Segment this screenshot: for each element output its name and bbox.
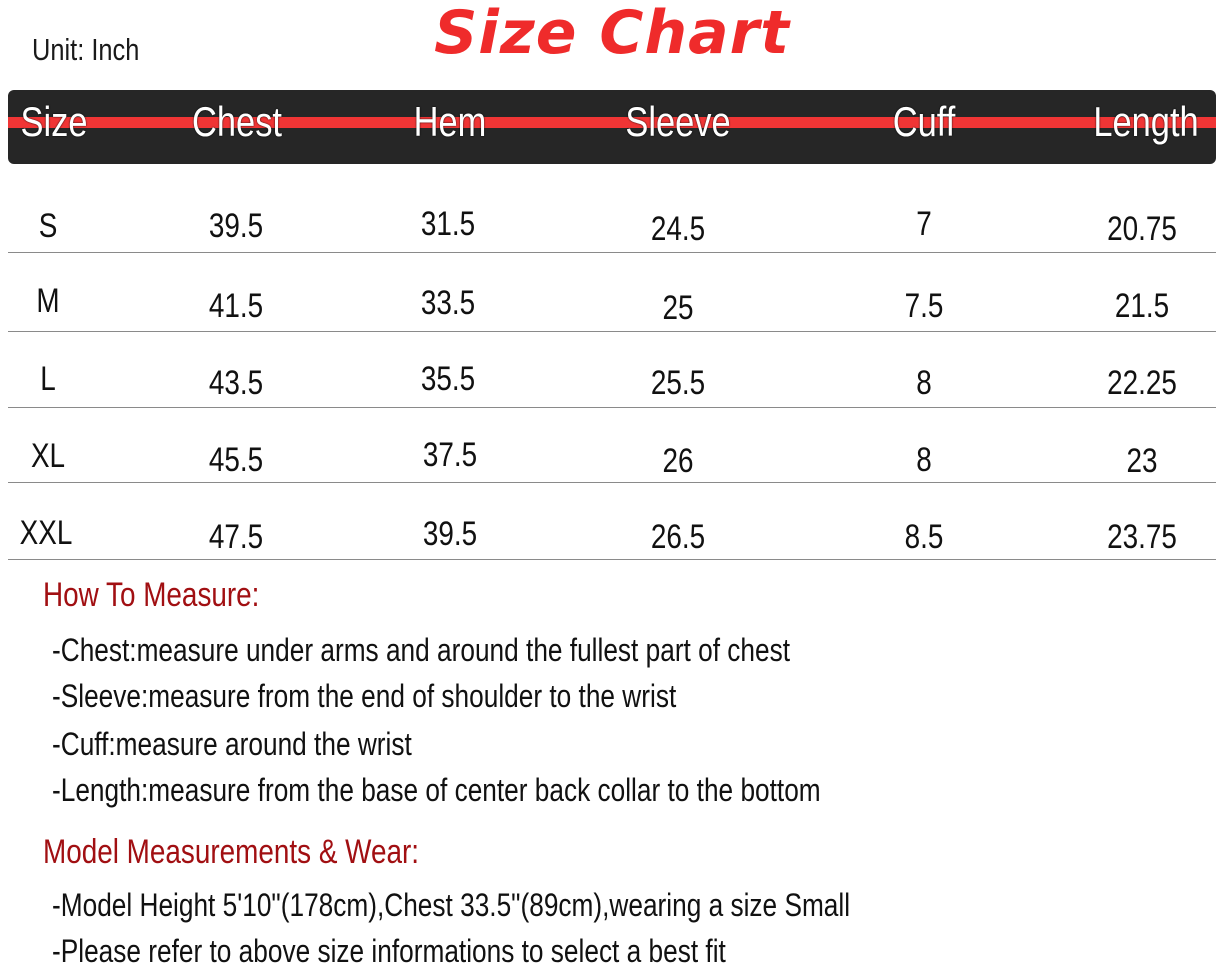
unit-label: Unit: Inch: [32, 32, 140, 67]
measure-item-chest: -Chest:measure under arms and around the fullest part of chest: [52, 632, 791, 668]
table-cell: 26.5: [650, 518, 706, 556]
table-cell: S: [38, 207, 58, 245]
table-cell: 39.5: [208, 207, 264, 245]
table-cell: M: [36, 282, 60, 320]
table-cell: 37.5: [422, 436, 478, 474]
table-cell: 35.5: [420, 360, 476, 398]
row-divider: [8, 559, 1216, 560]
header-chest: Chest: [192, 98, 282, 145]
table-cell: 23: [1126, 442, 1158, 480]
table-cell: 8: [916, 441, 932, 479]
table-cell: 41.5: [208, 287, 264, 325]
how-to-measure-heading: How To Measure:: [43, 576, 260, 614]
measure-item-length: -Length:measure from the base of center back collar to the bottom: [52, 772, 821, 808]
table-cell: 24.5: [650, 210, 706, 248]
header-length: Length: [1093, 98, 1199, 145]
table-cell: 7.5: [904, 287, 944, 325]
table-cell: 47.5: [208, 518, 264, 556]
page-title: Size Chart: [434, 0, 790, 68]
table-cell: 7: [916, 205, 932, 243]
table-cell: L: [40, 360, 56, 398]
table-cell: XL: [30, 437, 66, 475]
table-cell: 8.5: [904, 518, 944, 556]
table-cell: 39.5: [422, 515, 478, 553]
table-cell: 23.75: [1107, 518, 1177, 556]
table-cell: 22.25: [1107, 364, 1177, 402]
row-divider: [8, 252, 1216, 253]
header-sleeve: Sleeve: [625, 98, 731, 145]
header-size: Size: [20, 98, 88, 145]
table-cell: XXL: [19, 514, 73, 552]
table-cell: 25: [662, 289, 694, 327]
row-divider: [8, 407, 1216, 408]
table-cell: 8: [916, 364, 932, 402]
model-item-fit: -Please refer to above size informations to select a best fit: [52, 933, 726, 969]
model-item-height: -Model Height 5'10"(178cm),Chest 33.5"(89cm),wearing a size Small: [52, 887, 851, 923]
table-cell: 43.5: [208, 364, 264, 402]
table-cell: 33.5: [420, 284, 476, 322]
table-cell: 20.75: [1107, 210, 1177, 248]
table-header-bar: [8, 90, 1216, 164]
row-divider: [8, 331, 1216, 332]
measure-item-sleeve: -Sleeve:measure from the end of shoulder to the wrist: [52, 678, 677, 714]
row-divider: [8, 482, 1216, 483]
measure-item-cuff: -Cuff:measure around the wrist: [52, 726, 412, 762]
table-cell: 45.5: [208, 441, 264, 479]
header-cuff: Cuff: [892, 98, 956, 145]
model-measurements-heading: Model Measurements & Wear:: [43, 833, 420, 871]
header-stripe: [8, 117, 1216, 128]
table-cell: 31.5: [420, 205, 476, 243]
table-cell: 21.5: [1114, 287, 1170, 325]
header-hem: Hem: [413, 98, 487, 145]
table-cell: 25.5: [650, 364, 706, 402]
table-cell: 26: [662, 442, 694, 480]
